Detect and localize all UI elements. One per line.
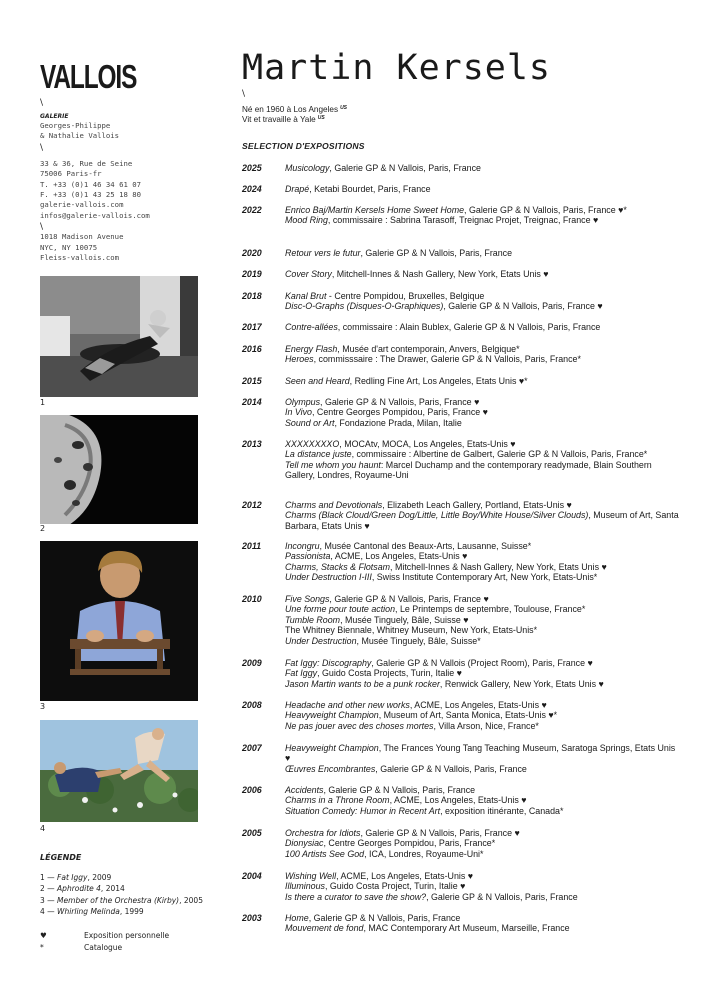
- owner-line: Georges-Philippe: [40, 121, 111, 130]
- exhibition-item: Illuminous, Guido Costa Project, Turin, Italie ♥: [285, 881, 466, 892]
- exhibition-year: 2003: [242, 913, 262, 923]
- legend-item: 1 — Fat Iggy, 2009: [40, 873, 112, 882]
- exhibition-year-block: [242, 743, 682, 774]
- exhibition-year: 2017: [242, 322, 262, 332]
- gallery-label: GALERIE: [40, 113, 69, 120]
- selection-title: SELECTION D'EXPOSITIONS: [242, 141, 365, 151]
- exhibition-year: 2009: [242, 658, 262, 668]
- exhibition-year: 2006: [242, 785, 262, 795]
- exhibition-item: Home, Galerie GP & N Vallois, Paris, France: [285, 913, 461, 923]
- legend-item: 2 — Aphrodite 4, 2014: [40, 884, 125, 894]
- exhibition-item: Tell me whom you haunt: Marcel Duchamp and the contemporary readymade, Blain Southern Gallery, Londres, Royaume-Uni: [285, 459, 652, 481]
- slash-divider: \: [40, 142, 44, 153]
- exhibition-year-block: [242, 500, 682, 531]
- exhibition-item: Ne pas jouer avec des choses mortes, Villa Arson, Nice, France*: [285, 720, 539, 731]
- exhibition-year-block: [242, 322, 682, 332]
- exhibition-year: 2011: [242, 541, 262, 551]
- exhibition-item: Seen and Heard, Redling Fine Art, Los Angeles, Etats Unis ♥*: [285, 376, 528, 386]
- exhibition-item: Charms (Black Cloud/Green Dog/Little, Little Boy/White House/Silver Clouds), Museum of Art, Santa Barbara, Etats Unis ♥: [285, 510, 679, 531]
- photo-number: 2: [40, 524, 46, 533]
- exhibition-year: 2010: [242, 594, 262, 604]
- exhibition-item: The Whitney Biennale, Whitney Museum, New York, Etats-Unis*: [285, 625, 538, 636]
- exhibition-item: Charms in a Throne Room, ACME, Los Angeles, Etats-Unis ♥: [285, 795, 527, 806]
- exhibition-item: Fat Iggy, Guido Costa Projects, Turin, Italie ♥: [285, 668, 462, 679]
- exhibition-item: Dionysiac, Centre Georges Pompidou, Paris, France*: [285, 838, 496, 849]
- paris-address-line: 75006 Paris-fr: [40, 169, 102, 179]
- exhibition-year: 2004: [242, 871, 262, 881]
- exhibition-year: 2007: [242, 743, 262, 753]
- exhibition-year: 2014: [242, 397, 262, 407]
- exhibition-year: 2019: [242, 269, 262, 279]
- exhibition-item: Incongru, Musée Cantonal des Beaux-Arts, Lausanne, Suisse*: [285, 541, 532, 551]
- exhibition-year-block: [242, 700, 682, 731]
- heart-icon: ♥: [40, 931, 47, 940]
- exhibition-item: Œuvres Encombrantes, Galerie GP & N Vallois, Paris, France: [285, 763, 527, 774]
- exhibition-item: Mood Ring, commissaire : Sabrina Tarasoff, Treignac Projet, Treignac, France ♥: [285, 215, 599, 226]
- exhibition-year-block: [242, 205, 682, 226]
- exhibition-item: Enrico Baj/Martin Kersels Home Sweet Home, Galerie GP & N Vallois, Paris, France ♥*: [285, 205, 627, 215]
- exhibition-item: Five Songs, Galerie GP & N Vallois, Paris, France ♥: [285, 594, 489, 604]
- artwork-photo-fat-iggy: [40, 276, 198, 397]
- exhibition-item: Charms and Devotionals, Elizabeth Leach Gallery, Portland, Etats-Unis ♥: [285, 500, 572, 510]
- legend-title: LÉGENDE: [40, 853, 82, 862]
- exhibition-year: 2016: [242, 344, 262, 354]
- exhibition-year-block: [242, 269, 682, 279]
- exhibition-year-block: [242, 594, 682, 646]
- photo-number: 4: [40, 824, 46, 833]
- ny-address-line: 1018 Madison Avenue: [40, 232, 124, 242]
- exhibition-item: Cover Story, Mitchell-Innes & Nash Gallery, New York, Etats Unis ♥: [285, 269, 549, 279]
- exhibition-item: Disc-O-Graphs (Disques-O-Graphiques), Galerie GP & N Vallois, Paris, France ♥: [285, 301, 603, 312]
- exhibition-year-block: [242, 913, 682, 934]
- exhibition-item: Under Destruction, Musée Tinguely, Bâle, Suisse*: [285, 635, 481, 646]
- ny-website[interactable]: Fleiss-vallois.com: [40, 253, 120, 263]
- exhibition-item: Une forme pour toute action, Le Printemps de septembre, Toulouse, France*: [285, 604, 586, 615]
- exhibition-item: Charms, Stacks & Flotsam, Mitchell-Innes & Nash Gallery, New York, Etats Unis ♥: [285, 561, 607, 572]
- exhibition-year-block: [242, 248, 682, 258]
- exhibition-item: Contre-allées, commissaire : Alain Bublex, Galerie GP & N Vallois, Paris, France: [285, 322, 601, 332]
- legend-item: 3 — Member of the Orchestra (Kirby), 2005: [40, 895, 203, 905]
- exhibition-item: Jason Martin wants to be a punk rocker, Renwick Gallery, New York, Etats Unis ♥: [285, 678, 604, 689]
- artwork-photo-aphrodite: [40, 415, 198, 524]
- exhibition-item: Passionista, ACME, Los Angeles, Etats-Unis ♥: [285, 551, 468, 562]
- exhibition-item: 100 Artists See God, ICA, Londres, Royaume-Uni*: [285, 848, 484, 859]
- exhibition-year-block: [242, 658, 682, 689]
- exhibition-item: Heavyweight Champion, The Frances Young Tang Teaching Museum, Saratoga Springs, Etats Unis ♥: [285, 743, 676, 764]
- slash-divider: \: [40, 222, 44, 233]
- exhibition-year: 2024: [242, 184, 262, 194]
- ny-address-line: NYC, NY 10075: [40, 242, 98, 252]
- exhibition-year-block: [242, 344, 682, 365]
- slash-divider: \: [40, 98, 44, 108]
- exhibition-item: Is there a curator to save the show?, Galerie GP & N Vallois, Paris, France: [285, 891, 578, 902]
- exhibition-year: 2012: [242, 500, 262, 510]
- photo-number: 3: [40, 702, 46, 711]
- paris-website[interactable]: galerie-vallois.com: [40, 200, 124, 210]
- exhibition-item: In Vivo, Centre Georges Pompidou, Paris, France ♥: [285, 407, 488, 418]
- exhibition-item: Drapé, Ketabi Bourdet, Paris, France: [285, 184, 431, 194]
- exhibition-year: 2020: [242, 248, 262, 258]
- exhibition-item: Wishing Well, ACME, Los Angeles, Etats-Unis ♥: [285, 871, 474, 881]
- exhibition-item: Tumble Room, Musée Tinguely, Bâle, Suisse ♥: [285, 614, 469, 625]
- exhibition-item: Olympus, Galerie GP & N Vallois, Paris, France ♥: [285, 397, 480, 407]
- exhibition-item: XXXXXXXXO, MOCAtv, MOCA, Los Angeles, Etats-Unis ♥: [285, 439, 516, 449]
- legend-item: 4 — Whirling Melinda, 1999: [40, 906, 144, 916]
- exhibition-year: 2008: [242, 700, 262, 710]
- photo-number: 1: [40, 398, 46, 407]
- symbol-key: [40, 930, 230, 953]
- artist-birth: Né en 1960 à Los Angeles $^{US}$: [242, 105, 348, 114]
- exhibition-item: Mouvement de fond, MAC Contemporary Art Museum, Marseille, France: [285, 923, 570, 934]
- artist-bio: [242, 90, 347, 125]
- exhibition-item: Headache and other new works, ACME, Los Angeles, Etats-Unis ♥: [285, 700, 547, 710]
- paris-email[interactable]: infos@galerie-vallois.com: [40, 210, 150, 220]
- exhibition-item: Musicology, Galerie GP & N Vallois, Paris, France: [285, 163, 481, 173]
- exhibition-item: Fat Iggy: Discography, Galerie GP & N Vallois (Project Room), Paris, France ♥: [285, 658, 593, 668]
- exhibition-year-block: [242, 785, 682, 816]
- exhibition-year-block: [242, 376, 682, 386]
- exhibition-year: 2025: [242, 163, 262, 173]
- exhibition-item: Orchestra for Idiots, Galerie GP & N Vallois, Paris, France ♥: [285, 828, 520, 838]
- owner-line: & Nathalie Vallois: [40, 131, 120, 141]
- exhibition-item: Situation Comedy: Humor in Recent Art, exposition itinérante, Canada*: [285, 805, 564, 816]
- exhibition-item: Retour vers le futur, Galerie GP & N Vallois, Paris, France: [285, 248, 513, 258]
- exhibition-year-block: [242, 291, 682, 312]
- exhibition-year-block: [242, 163, 682, 173]
- exhibition-year: 2022: [242, 205, 262, 215]
- symbol-key-item: ♥ Exposition personnelle: [40, 931, 170, 940]
- exhibition-year: 2013: [242, 439, 262, 449]
- symbol-key-item: * Catalogue: [40, 942, 123, 952]
- artwork-photo-member-of-the-orchestra: [40, 541, 198, 701]
- exhibition-year: 2015: [242, 376, 262, 386]
- paris-address-line: 33 & 36, Rue de Seine: [40, 158, 133, 168]
- exhibition-item: Kanal Brut - Centre Pompidou, Bruxelles, Belgique: [285, 291, 485, 301]
- legend-list: [40, 872, 230, 917]
- exhibition-year-block: [242, 871, 682, 902]
- gallery-logo: VALLOIS: [40, 58, 137, 95]
- exhibition-year-block: [242, 828, 682, 859]
- artist-residence: Vit et travaille à Yale $^{US}$: [242, 115, 325, 125]
- exhibition-item: Heroes, commisssaire : The Drawer, Galerie GP & N Vallois, Paris, France*: [285, 354, 581, 365]
- exhibition-item: Under Destruction I-III, Swiss Institute Contemporary Art, New York, Etats-Unis*: [285, 572, 598, 583]
- gallery-info: [40, 60, 210, 263]
- paris-fax: F. +33 (0)1 43 25 18 80: [40, 190, 142, 200]
- exhibition-item: La distance juste, commissaire : Albertine de Galbert, Galerie GP & N Vallois, Paris, France*: [285, 449, 648, 460]
- exhibition-item: Heavyweight Champion, Museum of Art, Santa Monica, Etats-Unis ♥*: [285, 710, 558, 721]
- artwork-photo-whirling-melinda: [40, 720, 198, 822]
- exhibition-item: Sound or Art, Fondazione Prada, Milan, Italie: [285, 417, 462, 428]
- exhibition-year-block: [242, 541, 682, 583]
- exhibition-year-block: [242, 397, 682, 428]
- exhibition-item: Accidents, Galerie GP & N Vallois, Paris, France: [285, 785, 476, 795]
- artist-name: Martin Kersels: [242, 48, 552, 88]
- paris-phone: T. +33 (0)1 46 34 61 07: [40, 179, 142, 189]
- exhibition-year-block: [242, 184, 682, 194]
- exhibition-item: Energy Flash, Musée d'art contemporain, Anvers, Belgique*: [285, 344, 520, 354]
- asterisk-icon: *: [40, 942, 44, 952]
- exhibition-year-block: [242, 439, 682, 481]
- exhibition-year: 2018: [242, 291, 262, 301]
- slash-divider: \: [242, 89, 246, 99]
- exhibition-year: 2005: [242, 828, 262, 838]
